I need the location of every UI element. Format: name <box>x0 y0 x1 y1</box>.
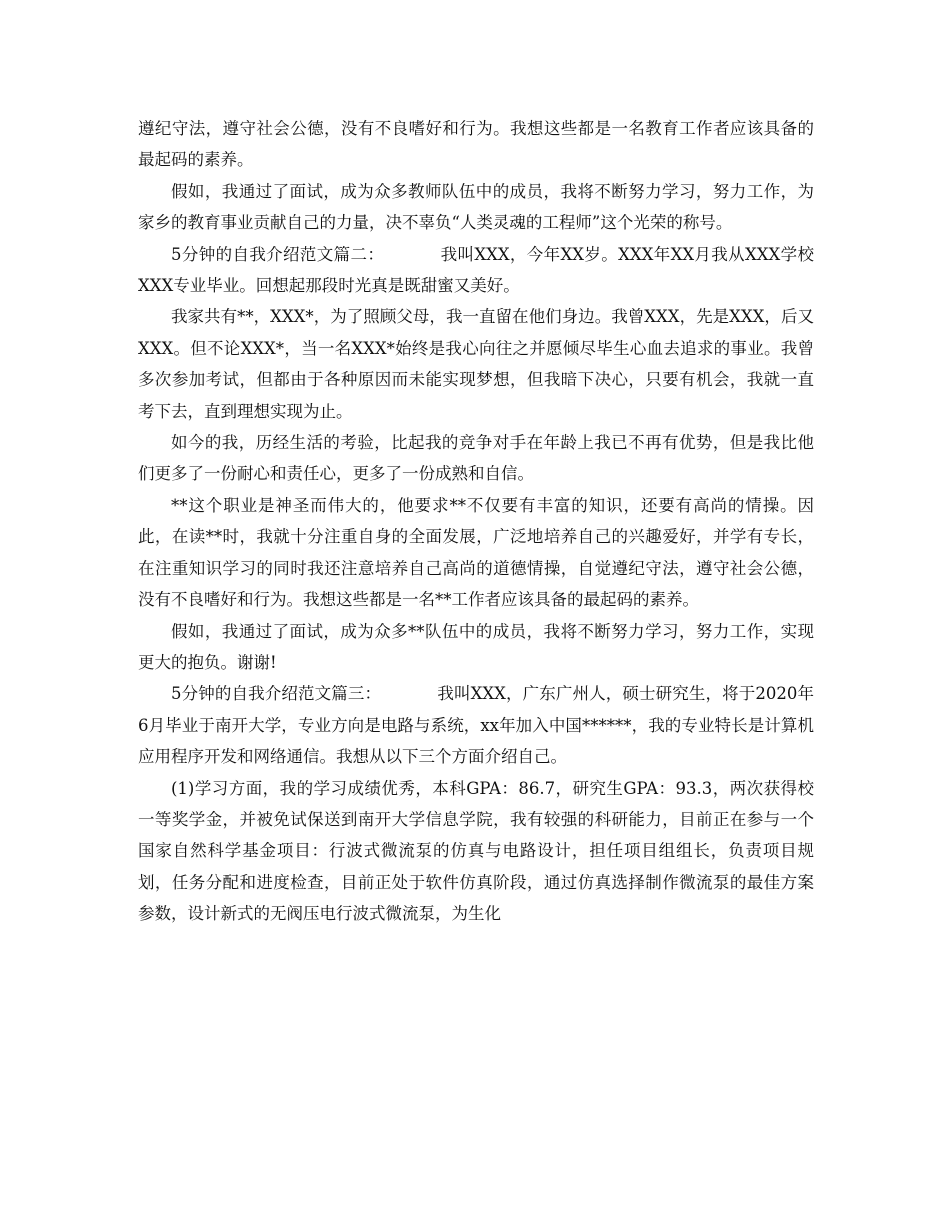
paragraph-section-three <box>138 678 814 772</box>
section-heading: 5分钟的自我介绍范文篇三： <box>171 684 382 704</box>
paragraph-section-two <box>138 239 814 302</box>
paragraph: 假如，我通过了面试，成为众多教师队伍中的成员，我将不断努力学习，努力工作，为家乡的教育事业贡献自己的力量，决不辜负“人类灵魂的工程师”这个光荣的称号。 <box>138 181 814 233</box>
paragraph: (1)学习方面，我的学习成绩优秀，本科GPA：86.7，研究生GPA：93.3，两次获得校一等奖学金，并被免试保送到南开大学信息学院，我有较强的科研能力，目前正在参与一个国家自然科学基金项目：行波式微流泵的仿真与电路设计，担任项目组组长，负责项目规划，任务分配和进度检查，目前正处于软件仿真阶段，通过仿真选择制作微流泵的最佳方案参数，设计新式的无阀压电行波式微流泵，为生化 <box>138 778 814 924</box>
paragraph: 如今的我，历经生活的考验，比起我的竞争对手在年龄上我已不再有优势，但是我比他们更多了一份耐心和责任心，更多了一份成熟和自信。 <box>138 433 814 484</box>
paragraph-text: 我叫XXX，广东广州人，硕士研究生，将于2020年6月毕业于南开大学，专业方向是电路与系统，xx年加入中国******，我的专业特长是计算机应用程序开发和网络通信。我想从以下三个方面介绍自己。 <box>138 684 815 767</box>
section-heading: 5分钟的自我介绍范文篇二： <box>171 244 385 264</box>
paragraph-text: 我叫XXX，今年XX岁。XXX年XX月我从XXX学校XXX专业毕业。回想起那段时光真是既甜蜜又美好。 <box>138 244 814 296</box>
paragraph: **这个职业是神圣而伟大的，他要求**不仅要有丰富的知识，还要有高尚的情操。因此，在读**时，我就十分注重自身的全面发展，广泛地培养自己的兴趣爱好，并学有专长，在注重知识学习的同时我还注意培养自己高尚的道德情操，自觉遵纪守法，遵守社会公德，没有不良嗜好和行为。我想这些都是一名**工作者应该具备的最起码的素养。 <box>138 495 814 610</box>
paragraph: 假如，我通过了面试，成为众多**队伍中的成员，我将不断努力学习，努力工作，实现更大的抱负。谢谢! <box>138 621 814 672</box>
paragraph: 遵纪守法，遵守社会公德，没有不良嗜好和行为。我想这些都是一名教育工作者应该具备的最起码的素养。 <box>138 119 814 170</box>
document-body <box>138 113 814 930</box>
paragraph: 我家共有**，XXX*，为了照顾父母，我一直留在他们身边。我曾XXX，先是XXX，后又XXX。但不论XXX*，当一名XXX*始终是我心向往之并愿倾尽毕生心血去追求的事业。我曾多次参加考试，但都由于各种原因而未能实现梦想，但我暗下决心，只要有机会，我就一直考下去，直到理想实现为止。 <box>138 307 814 421</box>
